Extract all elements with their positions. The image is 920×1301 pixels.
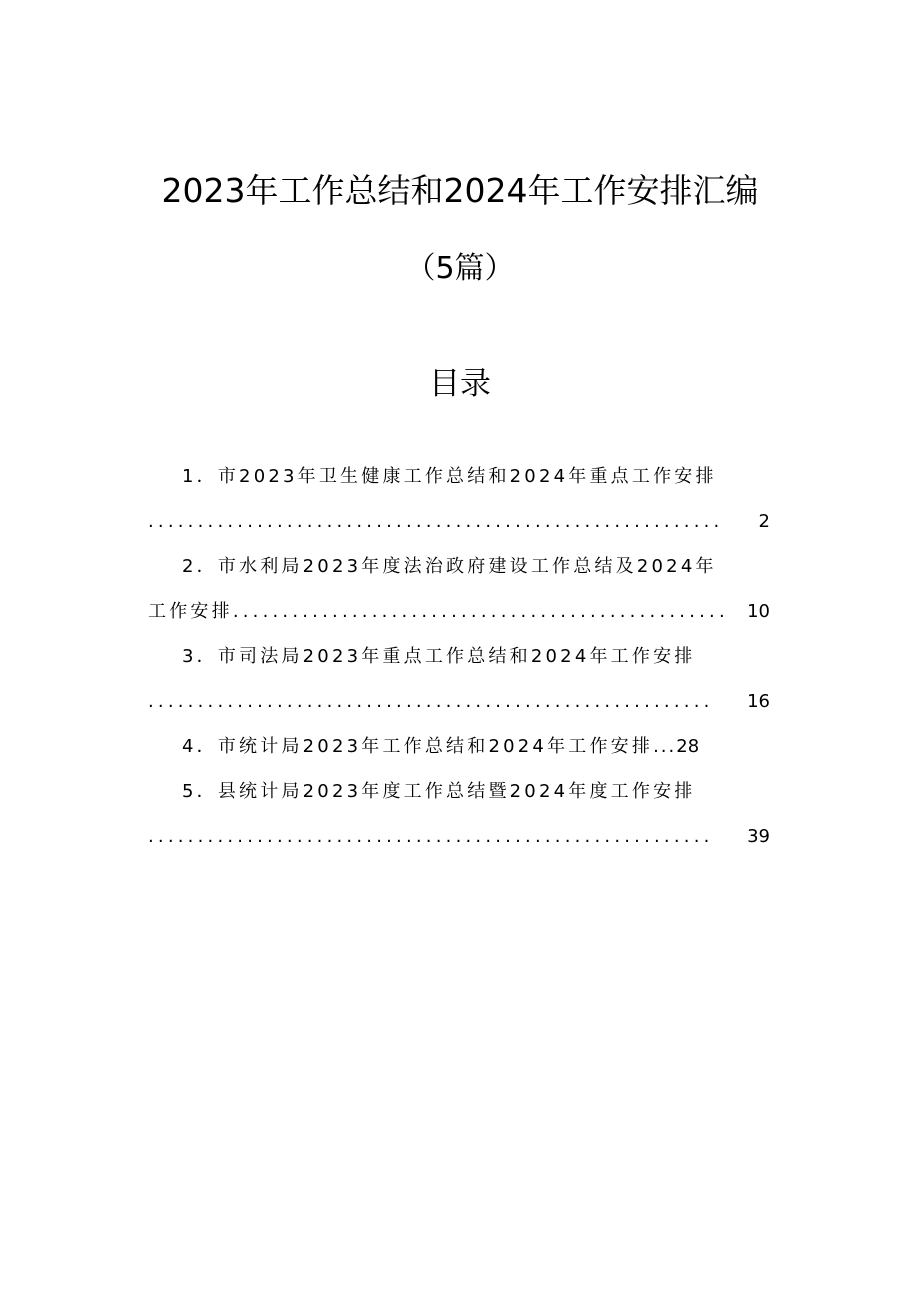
toc-entry-2-page: 10 [747, 601, 770, 622]
toc-entry-5-leader-row[interactable] [148, 823, 770, 851]
toc-entry-2-title-cont: 工作安排 [148, 601, 233, 622]
toc-entry-3-page: 16 [747, 691, 770, 712]
toc-entry-5-page: 39 [747, 826, 770, 847]
toc-heading: 目录 [429, 366, 491, 402]
toc-entry-2-leader-row[interactable] [148, 598, 770, 626]
toc-entry-1-title[interactable]: 1．市2023年卫生健康工作总结和2024年重点工作安排 [182, 466, 717, 487]
toc-entry-1-page: 2 [758, 511, 770, 532]
toc-entry-2-title[interactable]: 2．市水利局2023年度法治政府建设工作总结及2024年 [182, 556, 717, 577]
document-title: 2023年工作总结和2024年工作安排汇编 [161, 171, 759, 210]
toc-entry-4-page: 28 [676, 736, 700, 757]
toc-entry-1-leader-row[interactable] [148, 508, 770, 536]
document-subtitle: （5篇） [405, 251, 515, 286]
toc-entry-4-leader: ... [653, 736, 677, 757]
toc-entry-5-leader: ......................................................... [148, 826, 714, 847]
toc-entry-1-leader: .......................................................... [148, 511, 724, 532]
toc-entry-3-leader: ......................................................... [148, 691, 714, 712]
toc-entry-3-leader-row[interactable] [148, 688, 770, 716]
toc-entry-4[interactable] [182, 733, 699, 761]
toc-entry-4-title: 4．市统计局2023年工作总结和2024年工作安排 [182, 736, 654, 757]
toc-entry-2-leader: .................................................. [232, 601, 729, 622]
toc-entry-3-title[interactable]: 3．市司法局2023年重点工作总结和2024年工作安排 [182, 646, 696, 667]
toc-entry-5-title[interactable]: 5．县统计局2023年度工作总结暨2024年度工作安排 [182, 781, 696, 802]
